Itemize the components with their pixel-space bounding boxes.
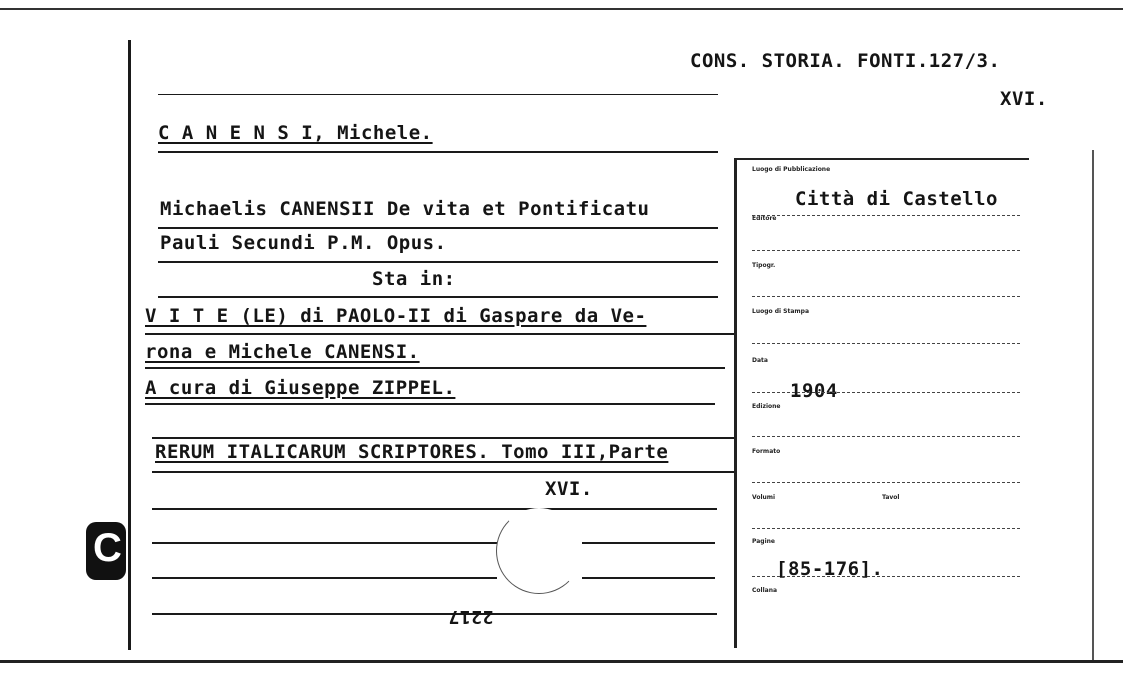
date-value: 1904 bbox=[790, 380, 838, 402]
host-title-line-2: rona e Michele CANENSI. bbox=[145, 341, 420, 363]
rule bbox=[145, 333, 735, 335]
rule bbox=[158, 151, 718, 153]
title-line-1: Michaelis CANENSII De vita et Pontificatu bbox=[160, 198, 650, 220]
rule bbox=[145, 403, 715, 405]
pages-value: [85-176]. bbox=[776, 558, 884, 580]
rule bbox=[752, 250, 1020, 251]
rule bbox=[152, 613, 717, 615]
bottom-edge-line bbox=[0, 660, 1123, 663]
volumes-label: Volumi bbox=[752, 494, 776, 501]
shelfmark: CONS. STORIA. FONTI.127/3. bbox=[690, 50, 1001, 72]
rule bbox=[152, 471, 735, 473]
tables-label: Tavol bbox=[882, 494, 900, 501]
place-value: Città di Castello bbox=[795, 188, 998, 210]
rule bbox=[752, 296, 1020, 297]
collection-label: Collana bbox=[752, 587, 778, 594]
pages-label: Pagine bbox=[752, 538, 775, 545]
print-place-label: Luogo di Stampa bbox=[752, 308, 809, 315]
format-label: Formato bbox=[752, 448, 781, 455]
rule bbox=[152, 542, 497, 544]
right-edge-line bbox=[1092, 150, 1094, 660]
rule bbox=[152, 508, 717, 510]
sta-in-label: Sta in: bbox=[372, 268, 456, 290]
rule bbox=[752, 343, 1020, 344]
rule bbox=[752, 576, 1020, 577]
rule bbox=[158, 227, 718, 229]
tab-letter-badge bbox=[86, 522, 126, 580]
tab-letter: C bbox=[93, 526, 122, 570]
rule bbox=[752, 392, 1020, 393]
series-part: XVI. bbox=[545, 478, 593, 500]
author-heading: C A N E N S I, Michele. bbox=[158, 122, 433, 144]
rule bbox=[152, 577, 497, 579]
rule bbox=[158, 296, 718, 298]
rule bbox=[752, 215, 1020, 216]
series-line: RERUM ITALICARUM SCRIPTORES. Tomo III,Parte bbox=[155, 441, 669, 463]
volume-number: XVI. bbox=[1000, 88, 1048, 110]
rule bbox=[752, 482, 1020, 483]
inventory-number: 2217 bbox=[448, 606, 494, 627]
top-edge-line bbox=[0, 8, 1123, 10]
title-line-2: Pauli Secundi P.M. Opus. bbox=[160, 232, 447, 254]
date-label: Data bbox=[752, 357, 768, 364]
rule bbox=[152, 437, 735, 439]
rule bbox=[158, 94, 718, 95]
rule bbox=[752, 436, 1020, 437]
left-margin-rule bbox=[128, 40, 131, 650]
publisher-label: Editore bbox=[752, 215, 777, 222]
printer-label: Tipogr. bbox=[752, 262, 776, 269]
rule bbox=[158, 261, 718, 263]
rule bbox=[752, 528, 1020, 529]
place-label: Luogo di Pubblicazione bbox=[752, 166, 831, 173]
host-title-line-1: V I T E (LE) di PAOLO-II di Gaspare da Ve- bbox=[145, 305, 647, 327]
host-title-line-3: A cura di Giuseppe ZIPPEL. bbox=[145, 377, 456, 399]
punch-hole bbox=[496, 508, 582, 594]
rule bbox=[582, 577, 715, 579]
rule bbox=[145, 367, 725, 369]
edition-label: Edizione bbox=[752, 403, 781, 410]
rule bbox=[582, 542, 715, 544]
